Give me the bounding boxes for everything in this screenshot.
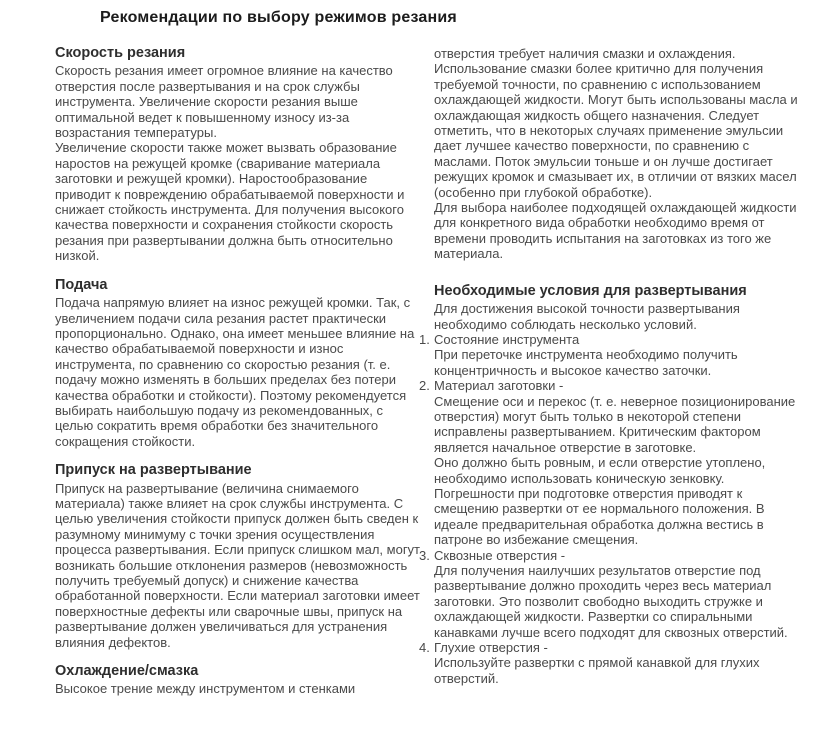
paragraph: Подача напрямую влияет на износ режущей кромки. Так, с увеличением подачи сила резания растет практически пропорционально. Однако, она имеет меньшее влияние на качество обрабатываемой поверхности и износ инструмента, по сравнению со скоростью резания (т. е. подачу можно изменять в больших пределах без потери качества обработки и стойкости). Поэтому рекомендуется выбирать наибольшую подачу из рекомендованных, с целью сократить время обработки без значительного сокращения стойкости. [55, 295, 415, 449]
paragraph: отверстия требует наличия смазки и охлаждения. Использование смазки более критично для получения требуемой точности, по сравнению с использованием охлаждающей жидкости. Могут быть использованы масла и охлаждающая жидкость общего назначения. Следует отметить, что в некоторых случаях применение эмульсии дает лучшее качество поверхности, по сравнению с маслами. Поток эмульсии тоньше и он лучше достигает режущих кромок и смазывает их, в отличии от вязких масел (особенно при глубокой обработке). [434, 46, 798, 200]
list-item-title: Материал заготовки - [434, 378, 564, 394]
right-column [419, 46, 808, 697]
list-item-title: Глухие отверстия - [434, 640, 548, 656]
list-number: 2. [419, 378, 430, 394]
conditions-list [419, 332, 808, 686]
section-reaming-allowance [55, 463, 423, 650]
paragraph: Высокое трение между инструментом и стенками [55, 681, 356, 697]
paragraph: Используйте развертки с прямой канавкой для глухих отверстий. [434, 655, 760, 686]
list-item-tool-condition [419, 332, 808, 378]
section-heading-cooling-lubrication: Охлаждение/смазка [55, 663, 199, 680]
list-item-body [434, 640, 808, 686]
list-item-blind-holes [419, 640, 808, 686]
list-item-title: Состояние инструмента [434, 331, 580, 347]
two-column-layout [55, 46, 808, 697]
section-heading-cutting-speed: Скорость резания [55, 45, 186, 61]
list-item-body [434, 548, 808, 640]
paragraph: Смещение оси и перекос (т. е. неверное позиционирование отверстия) могут быть только в некоторой степени исправлены развертыванием. Критическим фактором является начальное отверстие в заготовке. [434, 393, 796, 455]
paragraph: Припуск на развертывание (величина снимаемого материала) также влияет на срок службы инструмента. С целью увеличения стойкости припуск должен быть сведен к разумному минимуму с точки зрения осуществления процесса развертывания. Если припуск слишком мал, могут возникать большие отклонения размеров (невозможность получить требуемый допуск) и снижение качества обработанной поверхности. Если материал заготовки имеет поверхностные дефекты или сварочные швы, припуск на развертывание должен увеличиваться для устранения влияния дефектов. [55, 480, 421, 650]
list-number: 4. [419, 640, 430, 656]
left-column [55, 46, 423, 697]
section-feed [55, 278, 423, 449]
paragraph: При переточке инструмента необходимо получить концентричность и высокое качество заточки. [434, 347, 738, 378]
list-item-body [434, 332, 808, 378]
paragraph: Для достижения высокой точности развертывания необходимо соблюдать несколько условий. [434, 301, 740, 332]
paragraph: Для выбора наиболее подходящей охлаждающей жидкости для конкретного вида обработки необходимо время от времени проводить испытания на заготовках из того же материала. [434, 200, 797, 262]
paragraph: Для получения наилучших результатов отверстие под развертывание должно проходить через весь материал заготовки. Это позволит свободно выходить стружке и охлаждающей жидкости. Развертки со спиральными канавками лучше всего подходят для сквозных отверстий. [434, 563, 788, 640]
paragraph: Оно должно быть ровным, и если отверстие утоплено, необходимо использовать коническую зенковку. Погрешности при подготовке отверстия приводят к смещению развертки от ее нормального положения. В идеале предварительная обработка должна вестись в патроне во избежание смещения. [434, 455, 766, 548]
section-cutting-speed [55, 46, 423, 264]
list-number: 1. [419, 331, 430, 347]
page-title: Рекомендации по выбору режимов резания [100, 9, 457, 26]
list-item-through-holes [419, 548, 808, 640]
list-item-body [434, 378, 808, 547]
section-cooling-continuation [434, 46, 808, 262]
list-item-workpiece-material [419, 378, 808, 547]
section-heading-feed: Подача [55, 276, 108, 293]
section-heading-reaming-allowance: Припуск на развертывание [55, 462, 252, 479]
paragraph: Увеличение скорости также может вызвать образование наростов на режущей кромке (сваривание материала заготовки и режущей кромки). Наростообразование приводит к повреждению обрабатываемой поверхности и снижает стойкость инструмента. Для получения высокого качества поверхности и сохранения стойкости скорость резания при развертывании должна быть относительно низкой. [55, 140, 405, 264]
list-number: 3. [419, 547, 430, 563]
list-item-title: Сквозные отверстия - [434, 547, 566, 563]
section-reaming-conditions [419, 282, 808, 687]
section-cooling-lubrication [55, 664, 423, 697]
paragraph: Скорость резания имеет огромное влияние на качество отверстия после развертывания и на срок службы инструмента. Увеличение скорости резания выше оптимальной ведет к повышенному износу из-за возрастания температуры. [55, 63, 393, 141]
section-heading-reaming-conditions: Необходимые условия для развертывания [434, 282, 747, 299]
